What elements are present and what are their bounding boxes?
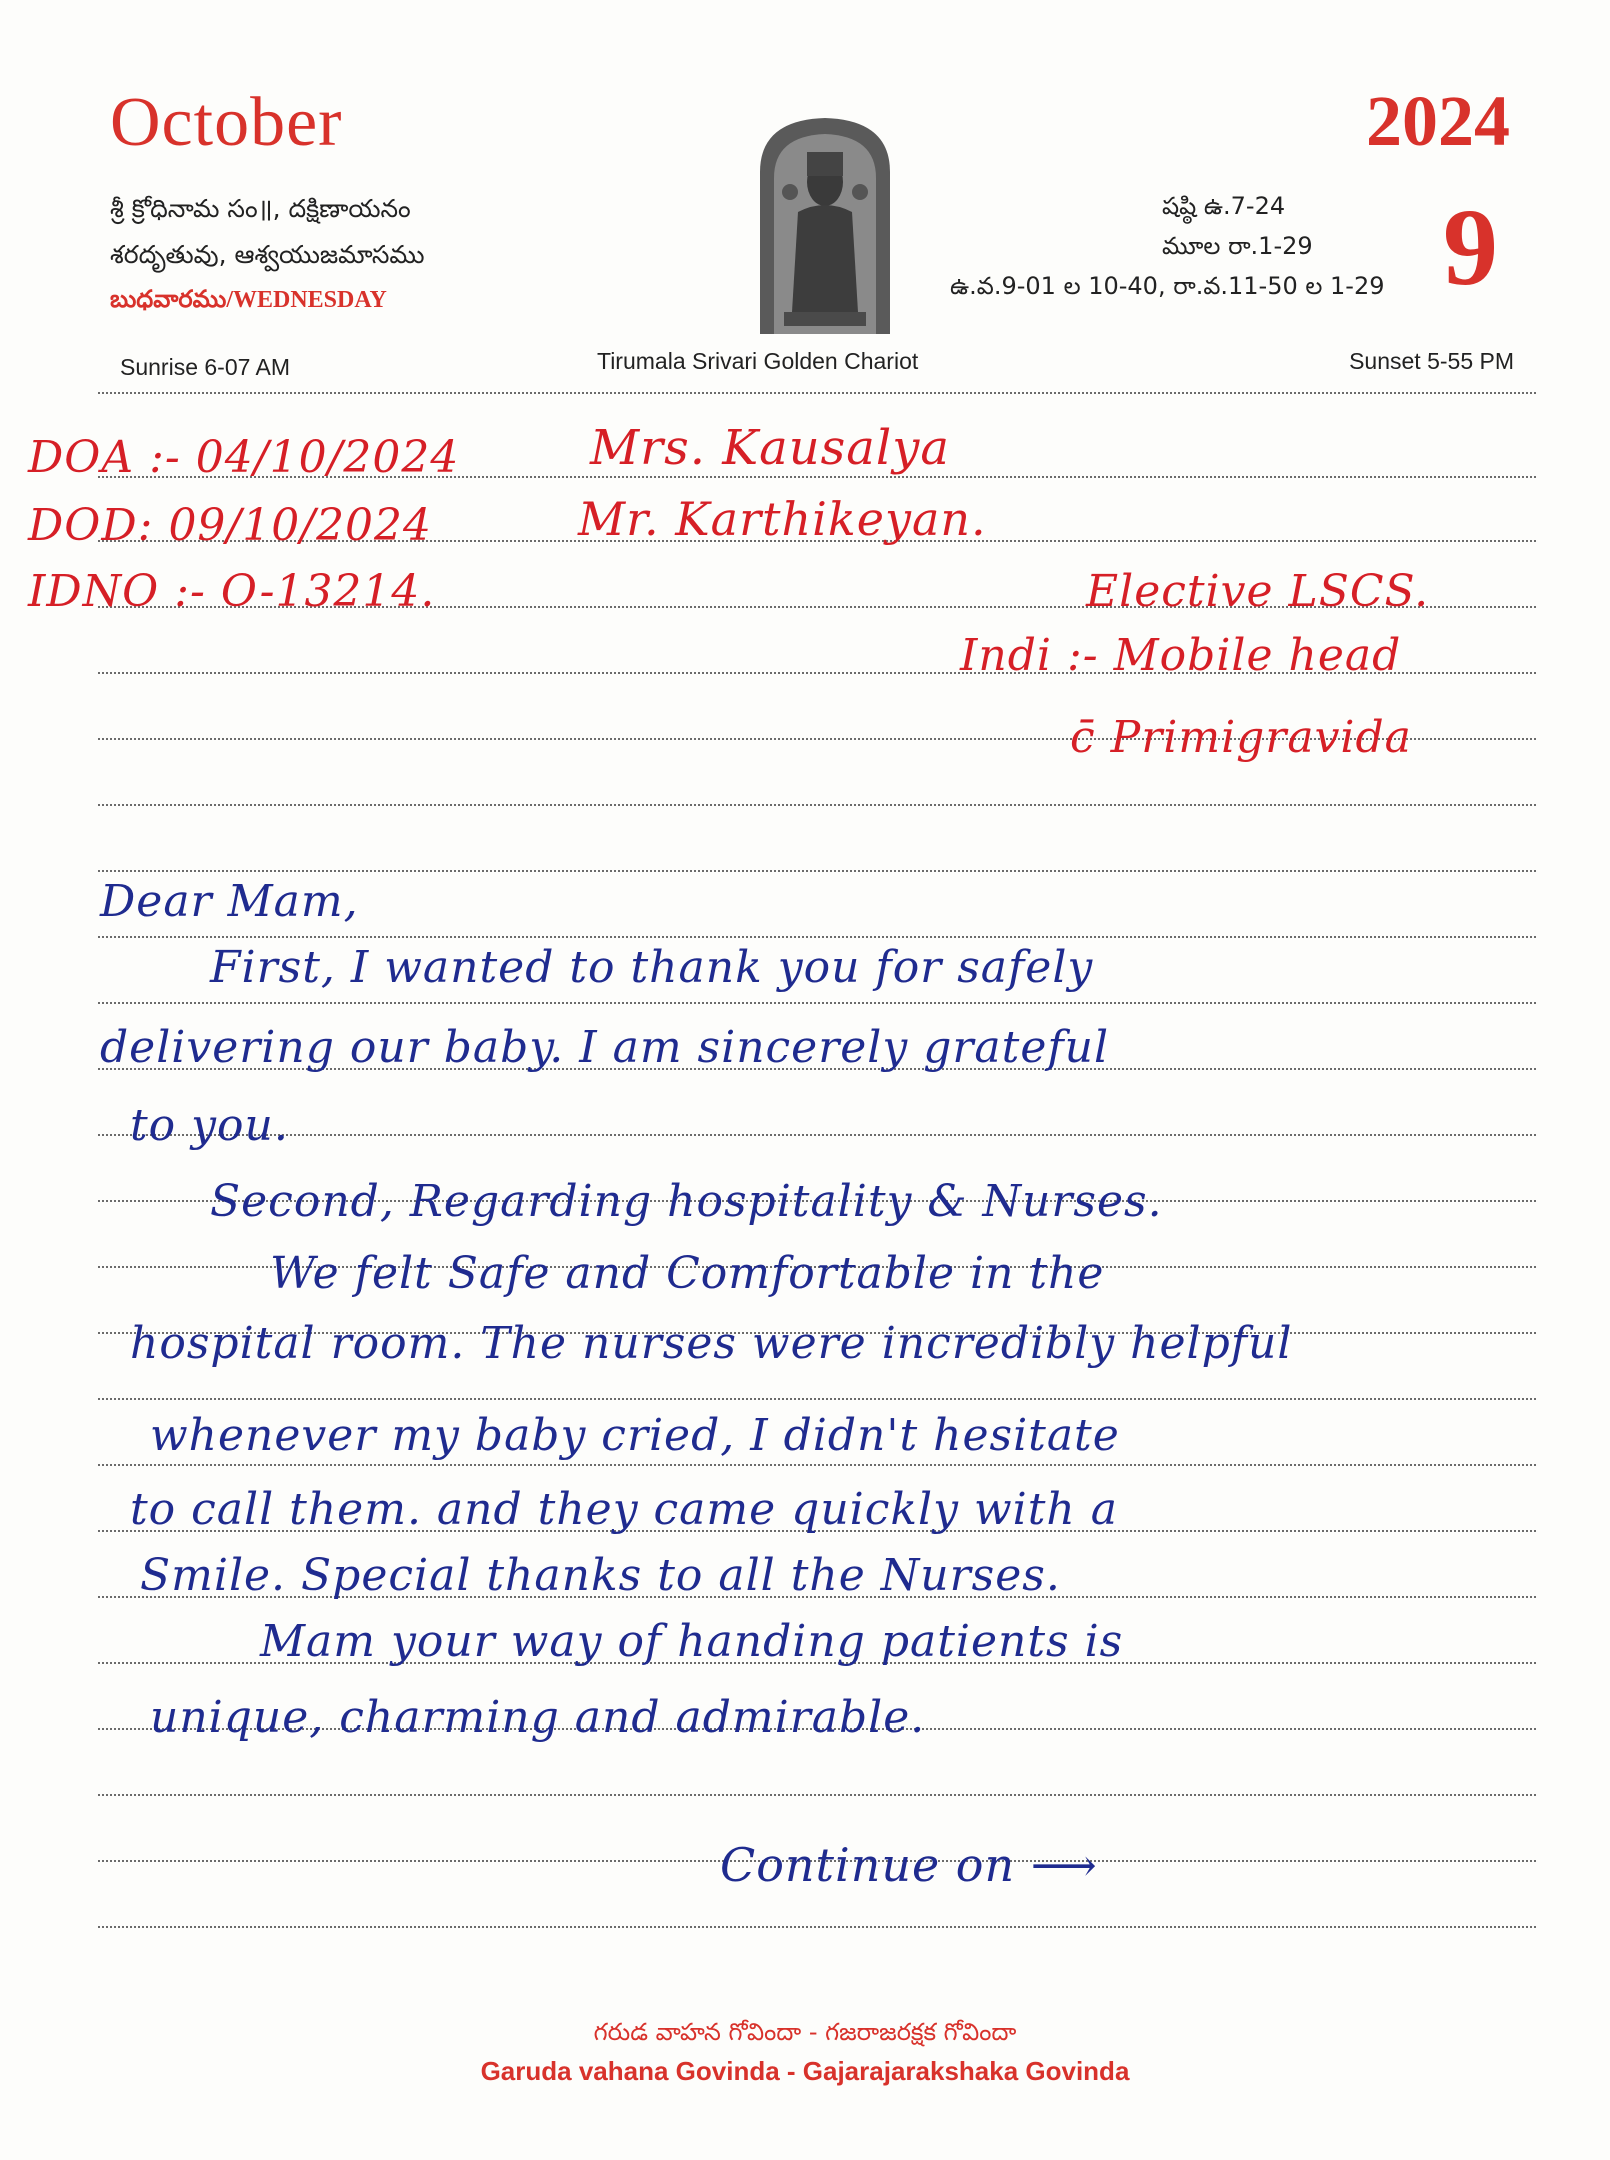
discharge-date: DOD: 09/10/2024 (28, 500, 433, 551)
weekday-label: బుధవారము/WEDNESDAY (110, 287, 387, 313)
father-name: Mr. Karthikeyan. (578, 492, 987, 546)
gravida-status: c̄ Primigravida (1070, 712, 1412, 763)
telugu-season-line: శరదృతువు, ఆశ్వయుజమాసము (110, 240, 425, 269)
letter-salutation: Dear Mam, (100, 876, 359, 927)
ruled-line (98, 1002, 1536, 1004)
letter-line: hospital room. The nurses were incredibly helpful (130, 1318, 1293, 1369)
letter-line: Mam your way of handing patients is (260, 1616, 1124, 1667)
ruled-line (98, 1464, 1536, 1466)
ruled-line (98, 804, 1536, 806)
ruled-line (98, 392, 1536, 394)
panchang-tithi: షష్ఠి ఉ.7-24 (1162, 192, 1286, 220)
sunrise-time: Sunrise 6-07 AM (120, 354, 291, 380)
procedure-name: Elective LSCS. (1086, 566, 1430, 617)
ruled-line (98, 1926, 1536, 1928)
letter-line: delivering our baby. I am sincerely grateful (100, 1022, 1110, 1073)
deity-image (740, 112, 910, 334)
footer-english: Garuda vahana Govinda - Gajarajarakshaka Govinda (480, 2056, 1130, 2086)
image-caption: Tirumala Srivari Golden Chariot (597, 348, 919, 374)
day-number: 9 (1443, 186, 1498, 308)
panchang-details (950, 186, 1385, 306)
year-label: 2024 (1366, 81, 1510, 161)
telugu-year-line: శ్రీ క్రోధినామ సం॥, దక్షిణాయనం (110, 194, 411, 223)
letter-line: Smile. Special thanks to all the Nurses. (140, 1550, 1061, 1601)
month-label: October (110, 84, 343, 161)
ruled-line (98, 1794, 1536, 1796)
admission-date: DOA :- 04/10/2024 (28, 432, 460, 483)
panchang-varjyam: ఉ.వ.9-01 ల 10-40, రా.వ.11-50 ల 1-29 (950, 272, 1385, 300)
ruled-line (98, 1134, 1536, 1136)
footer-telugu: గరుడ వాహన గోవిందా - గజరాజరక్షక గోవిందా (593, 2018, 1017, 2046)
letter-line: unique, charming and admirable. (150, 1692, 926, 1743)
continue-note: Continue on ⟶ (720, 1838, 1098, 1892)
letter-line: First, I wanted to thank you for safely (210, 942, 1094, 993)
sunset-time: Sunset 5-55 PM (1349, 348, 1514, 374)
letter-line: to you. (130, 1100, 289, 1151)
date-header (110, 84, 425, 319)
ruled-line (98, 870, 1536, 872)
ruled-line (98, 1398, 1536, 1400)
mother-name: Mrs. Kausalya (590, 420, 950, 476)
id-number: IDNO :- O-13214. (28, 566, 436, 617)
panchang-nakshatra: మూల రా.1-29 (1162, 232, 1313, 260)
letter-line: We felt Safe and Comfortable in the (270, 1248, 1105, 1299)
letter-line: Second, Regarding hospitality & Nurses. (210, 1176, 1163, 1227)
letter-line: whenever my baby cried, I didn't hesitate (150, 1410, 1120, 1461)
ruled-line (98, 936, 1536, 938)
sun-times-row (0, 348, 1610, 388)
letter-line: to call them. and they came quickly with a (130, 1484, 1118, 1535)
indication: Indi :- Mobile head (960, 630, 1402, 681)
